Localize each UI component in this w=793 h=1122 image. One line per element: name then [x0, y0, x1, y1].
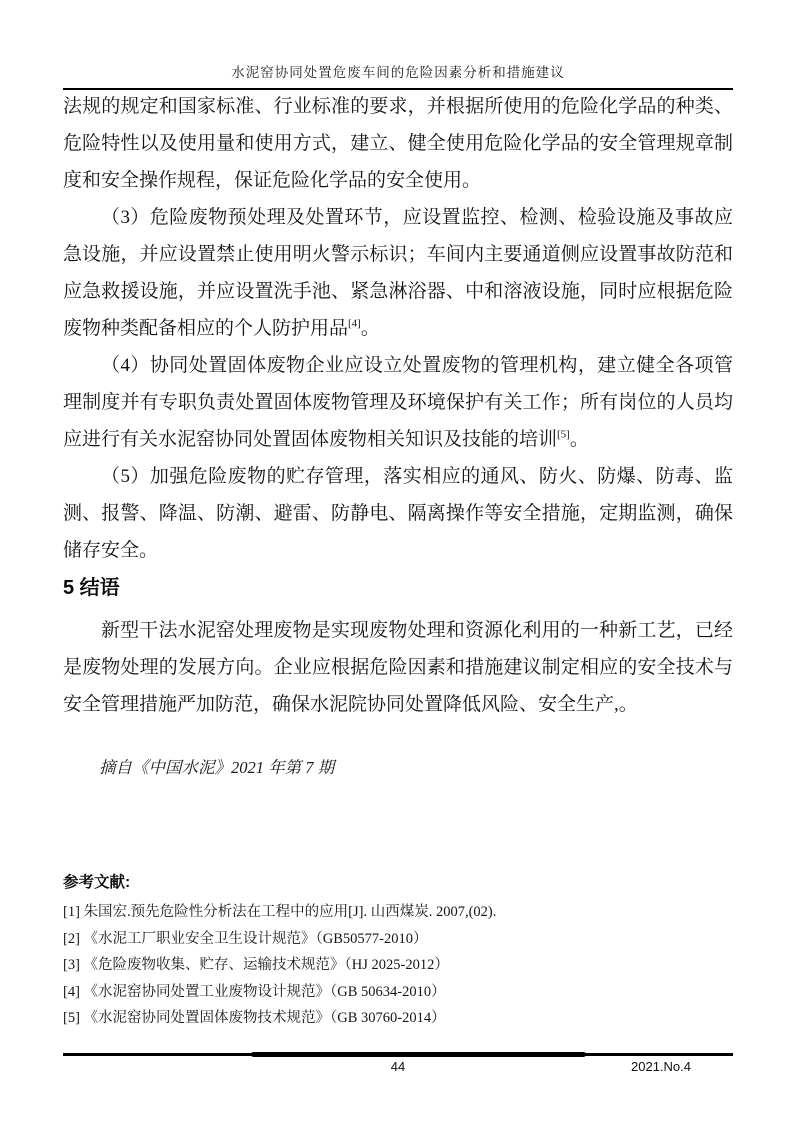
paragraph-item4-text: （4）协同处置固体废物企业应设立处置废物的管理机构，建立健全各项管理制度并有专职负责处置固体废物管理及环境保护有关工作；所有岗位的人员均应进行有关水泥窑协同处置固体废物相关知识及技能的培训: [63, 355, 733, 450]
source-citation: 摘自《中国水泥》2021 年第 7 期: [99, 758, 335, 777]
footer-row: [63, 1056, 733, 1076]
section-heading-conclusion: 5 结语: [63, 577, 120, 599]
page-header: [63, 0, 733, 90]
running-head-title: 水泥窑协同处置危废车间的危险因素分析和措施建议: [231, 65, 565, 80]
paragraph-item5: （5）加强危险废物的贮存管理，落实相应的通风、防火、防爆、防毒、监测、报警、降温、防潮、避雷、防静电、隔离操作等安全措施，定期监测，确保储存安全。: [63, 466, 733, 561]
issue-label: 2021.No.4: [631, 1059, 691, 1074]
reference-item-2: [2] 《水泥工厂职业安全卫生设计规范》（GB50577-2010）: [63, 930, 428, 947]
reference-item-3: [3] 《危险废物收集、贮存、运输技术规范》（HJ 2025-2012）: [63, 957, 449, 973]
page-footer: [63, 1053, 733, 1076]
paragraph-item4: [63, 347, 733, 458]
reference-item-1: [1] 朱国宏.预先危险性分析法在工程中的应用[J]. 山西煤炭. 2007,(02).: [63, 904, 497, 920]
paragraph-item3-tail: 。: [360, 318, 380, 339]
paragraph-continuation: 法规的规定和国家标准、行业标准的要求，并根据所使用的危险化学品的种类、危险特性以及使用量和使用方式，建立、健全使用危险化学品的安全管理规章制度和安全操作规程，保证危险化学品的安全使用。: [63, 96, 733, 191]
references-header: 参考文献:: [63, 874, 131, 891]
paragraph-item3-text: （3）危险废物预处理及处置环节，应设置监控、检测、检验设施及事故应急设施，并应设置禁止使用明火警示标识；车间内主要通道侧应设置事故防范和应急救援设施，并应设置洗手池、紧急淋浴器、中和溶液设施，同时应根据危险废物种类配备相应的个人防护用品: [63, 207, 733, 339]
citation-superscript-4: [4]: [348, 317, 361, 330]
reference-item-5: [5] 《水泥窑协同处置固体废物技术规范》（GB 30760-2014）: [63, 1010, 446, 1026]
document-body: [63, 88, 733, 1032]
paragraph-conclusion: 新型干法水泥窑处理废物是实现废物处理和资源化利用的一种新工艺，已经是废物处理的发展方向。企业应根据危险因素和措施建议制定相应的安全技术与安全管理措施严加防范，确保水泥院协同处置降低风险、安全生产,。: [63, 620, 733, 715]
paragraph-item3: [63, 199, 733, 347]
citation-superscript-5: [5]: [557, 428, 570, 441]
reference-item-4: [4] 《水泥窑协同处置工业废物设计规范》（GB 50634-2010）: [63, 983, 446, 1000]
page-number: 44: [390, 1059, 406, 1074]
references-section: [63, 870, 733, 1032]
paragraph-item4-tail: 。: [569, 429, 589, 450]
